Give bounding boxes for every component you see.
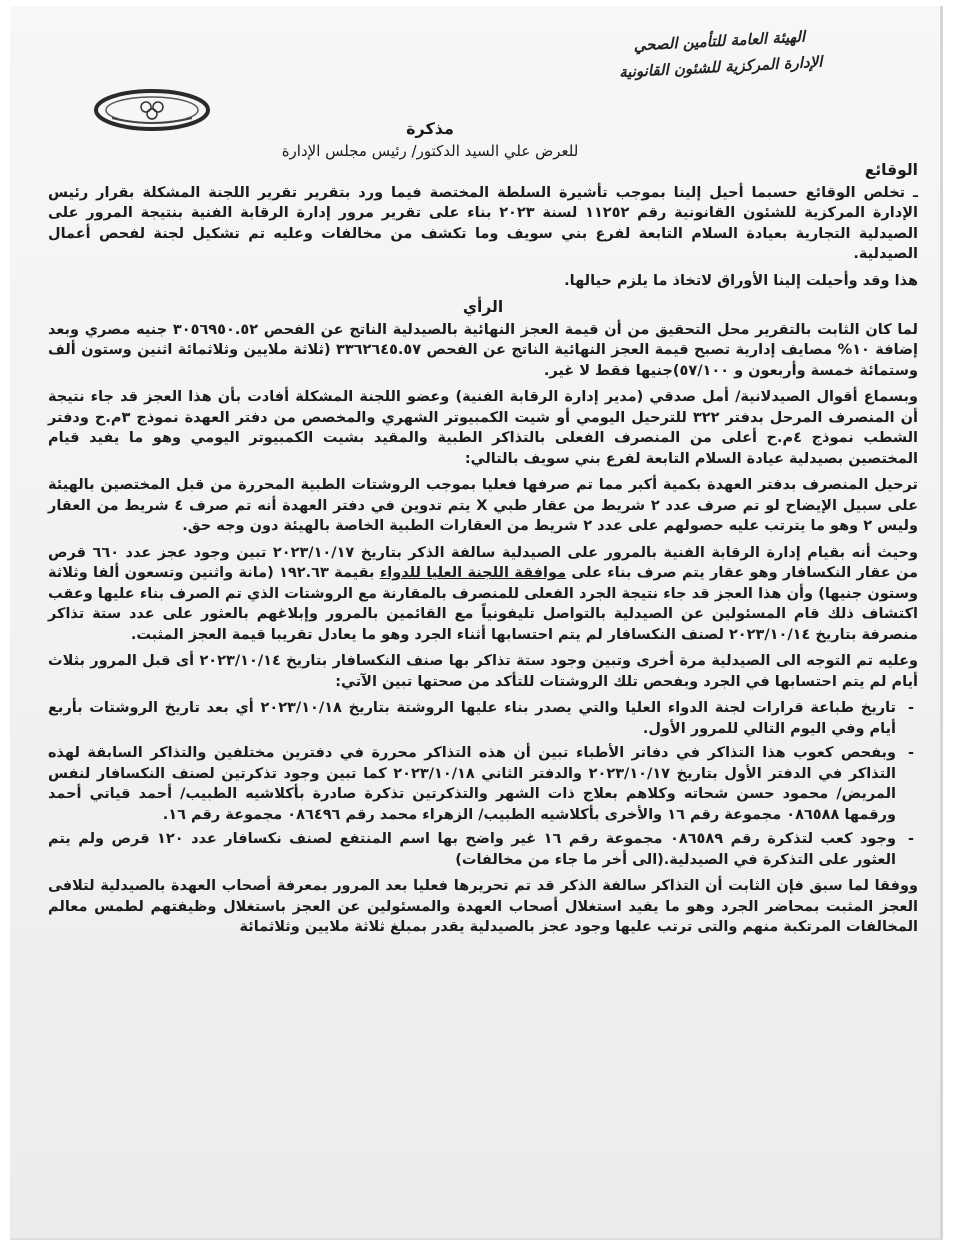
facts-heading: الوقائع — [864, 161, 918, 179]
facts-paragraph-2: هذا وقد وأحيلت إلينا الأوراق لاتخاذ ما يلزم حيالها. — [564, 272, 918, 289]
facts-paragraph-1: ـ تخلص الوقائع حسبما أحيل إلينا بموجب تأشيرة السلطة المختصة فيما ورد بتقرير تقرير اللجنة المشكلة بقرار رئيس الإدارة المركزية للشئون القانونية رقم ١١٢٥٢ لسنة ٢٠٢٣ بناء على تقرير مرور إدارة الرقابة الفنية بنتيجة المرور على الصيدلية التجارية بعيادة السلام التابعة لفرع بني سويف وما تكشف من مخالفات وعليه تم تشكيل لجنة لفحص أعمال الصيدلية. — [48, 184, 918, 262]
opinion-heading: الرأي — [462, 298, 504, 316]
opinion-paragraph-1: لما كان الثابت بالتقرير محل التحقيق من أن قيمة العجز النهائية بالصيدلية الناتج عن الفحص ٣٠٥٦٩٥٠.٥٢ جنيه مصري وبعد إضافة ١٠% مصايف إدارية تصبح قيمة العجز النهائية الناتج عن الفحص ٣٣٦٢٦٤٥.٥٧ (ثلاثة ملايين وثلاثمائة اثنين وستون ألف وستمائة خمسة وأربعون و ٥٧/١٠٠)جنيها فقط لا غير. — [48, 321, 919, 379]
memo-document — [10, 6, 943, 1240]
authority-name: الهيئة العامة للتأمين الصحي — [633, 27, 806, 55]
opinion-paragraph-4-end: بقيمة ١٩٢.٦٣ (مانة واثنين وتسعون ألفا وثلاثة وستون جنيها) وأن هذا العجز قد جاء نتيجة الجرد الفعلى للمنصرف بالمقارنة مع الروشتات الذي تم الصرف بناء عليها وعقب اكتشاف ذلك قام المسئولين عن الصيدلية بالتواصل تليفونياً مع القائمين بالمرور وإبلاغهم بالعثور على عدد ستة تذاكر منصرفة بتاريخ ٢٠٢٣/١٠/١٤ لصنف النكسافار لم يتم احتسابها أثناء الجرد وهو ما يعادل تقريبا قيمة العجز المثبت. — [48, 565, 918, 643]
opinion-paragraph-4-start: وحيث أنه بقيام إدارة الرقابة الفنية بالمرور على الصيدلية سالفة الذكر بتاريخ ٢٠٢٣/١٠/١٧ تبين وجود عجز عدد ٦٦٠ قرص من عقار النكسافار وهو عقار يتم صرف بناء على — [48, 544, 918, 581]
memo-title: مذكرة — [406, 119, 454, 138]
committee-approval-phrase: موافقة اللجنة العليا للدواء — [379, 565, 567, 581]
finding-item-2: - وبفحص كعوب هذا التذاكر في دفاتر الأطباء تبين أن هذه التذاكر محررة في دفترين مختلفين والتذاكر السابقة لهذه التذاكر في الدفتر الأول بتاريخ ٢٠٢٣/١٠/١٧ والدفتر الثاني ٢٠٢٣/١٠/١٨ كما تبين وجود تذكرتين لصنف النكسافار لنفس المريض/ محمود حسن شحاته وكلاهم بعلاج ذات الشهر والتذكرتين تذكرة صادرة بأكلاشيه الطبيب/ أحمد قياتي أحمد ورقمها ٠٨٦٥٨٨ مجموعة رقم ١٦ والأخرى بأكلاشيه الطبيب/ الزهراء محمد رقم ٠٨٦٤٩٦ مجموعة رقم ١٦. — [48, 743, 896, 825]
findings-list — [48, 698, 918, 870]
opinion-paragraph-5: وعليه تم التوجه الى الصيدلية مرة أخرى وتبين وجود ستة تذاكر بها صنف النكسافار بتاريخ ٢٠٢٣/١٠/١٤ أى قبل المرور بثلاث أيام لم يتم احتسابها في الجرد وبفحص تلك الروشتات للتأكد من صحتها تبين الآتي: — [48, 653, 918, 690]
memo-body — [48, 156, 918, 944]
authority-logo-icon — [92, 88, 212, 132]
opinion-paragraph-6: ووفقا لما سبق فإن الثابت أن التذاكر سالفة الذكر قد تم تحريرها فعليا بعد المرور بمعرفة أصحاب العهدة بالصيدلية لتلافى العجز المثبت بمحاضر الجرد وهو ما يفيد استغلال أصحاب العهدة والمسئولين عن العجز باستغلال وظيفتهم لطمس معالم المخالفات المرتكبة منهم والتى ترتب عليها وجود عجز بالصيدلية يقدر بمبلغ ثلاثة ملايين وثلاثمائة — [48, 878, 918, 935]
finding-item-3: - وجود كعب لتذكرة رقم ٠٨٦٥٨٩ مجموعة رقم ١٦ غير واضح بها اسم المنتفع لصنف نكسافار عدد ١٢٠ قرص ولم يتم العثور على التذكرة في الصيدلية.(الى أخر ما جاء من مخالفات) — [48, 829, 896, 870]
memo-addressee: للعرض علي السيد الدكتور/ رئيس مجلس الإدارة — [281, 142, 579, 160]
letterhead — [599, 22, 841, 86]
finding-item-1: - تاريخ طباعة قرارات لجنة الدواء العليا والتي يصدر بناء عليها الروشتة بتاريخ ٢٠٢٣/١٠/١٨ أي بعد تاريخ الروشتات بأربع أيام وفي اليوم التالي للمرور الأول. — [48, 698, 896, 739]
opinion-paragraph-4 — [48, 543, 918, 646]
opinion-paragraph-2: وبسماع أقوال الصيدلانية/ أمل صدقي (مدير إدارة الرقابة الفنية) وعضو اللجنة المشكلة أفادت بأن هذا العجز قد جاء نتيجة أن المنصرف المرحل بدفتر ٣٢٢ للترحيل اليومي أو شيت الكمبيوتر الشهري والمخصص من دفتر العهدة نموذج ٣م.ح ودفتر الشطب نموذج ٤م.ح أعلى من المنصرف الفعلى بالتذاكر الطبية والمقيد بشيت الكمبيوتر اليومي وهو ما يفيد قيام المختصين بصيدلية عيادة السلام التابعة لفرع بني سويف بالتالي: — [48, 389, 918, 467]
department-name: الإدارة المركزية للشئون القانونية — [618, 52, 823, 82]
opinion-paragraph-3: ترحيل المنصرف بدفتر العهدة بكمية أكبر مما تم صرفها فعليا بموجب الروشتات الطبية المحررة من قبل المختصين بالهيئة على سبيل الإيضاح لو تم صرف عدد ٢ شريط من عقار طبي X يتم تدوين في دفتر العهدة أنه تم صرف ٤ شريط من العقار وليس ٢ وهو ما يترتب عليه حصولهم على عدد ٢ شريط من العقارات الطبية الخاصة بالهيئة دون وجه حق. — [48, 477, 919, 534]
